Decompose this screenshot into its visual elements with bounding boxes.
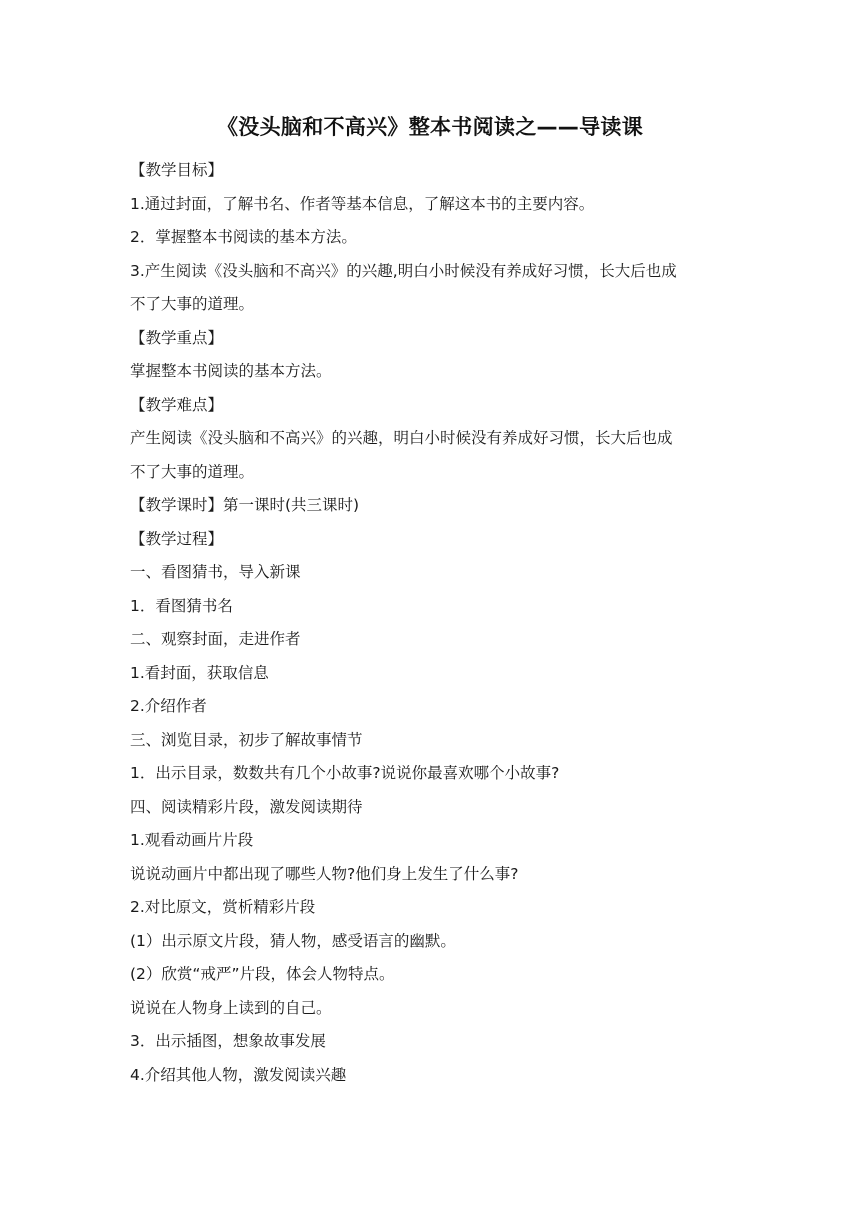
goal-item-3: 3.产生阅读《没头脑和不高兴》的兴趣,明白小时候没有养成好习惯，长大后也成 bbox=[130, 261, 677, 280]
process-step-2-item-1: 1.看封面，获取信息 bbox=[130, 663, 269, 682]
key-points-text: 掌握整本书阅读的基本方法。 bbox=[130, 362, 332, 380]
process-step-4: 四、阅读精彩片段，激发阅读期待 bbox=[130, 797, 363, 816]
process-step-4-item-3: 3．出示插图，想象故事发展 bbox=[130, 1032, 326, 1050]
goal-item-1: 1.通过封面，了解书名、作者等基本信息，了解这本书的主要内容。 bbox=[130, 194, 595, 213]
section-heading-teaching-process: 【教学过程】 bbox=[130, 529, 224, 548]
process-step-1-item-1: 1．看图猜书名 bbox=[130, 596, 233, 615]
process-step-4-reflection: 说说在人物身上读到的自己。 bbox=[130, 998, 332, 1017]
difficulties-text: 产生阅读《没头脑和不高兴》的兴趣，明白小时候没有养成好习惯，长大后也成 bbox=[130, 429, 673, 447]
process-step-4-item-2: 2.对比原文，赏析精彩片段 bbox=[130, 898, 316, 916]
goal-item-3-continued: 不了大事的道理。 bbox=[130, 295, 255, 313]
section-heading-difficulties: 【教学难点】 bbox=[130, 395, 224, 414]
process-step-3-item-1: 1．出示目录，数数共有几个小故事?说说你最喜欢哪个小故事? bbox=[130, 764, 560, 782]
document-title: 《没头脑和不高兴》整本书阅读之——导读课 bbox=[217, 115, 643, 139]
process-step-4-item-4: 4.介绍其他人物，激发阅读兴趣 bbox=[130, 1065, 347, 1084]
process-step-4-item-1: 1.观看动画片片段 bbox=[130, 831, 254, 849]
process-step-4-question: 说说动画片中都出现了哪些人物?他们身上发生了什么事? bbox=[130, 864, 519, 883]
process-step-2: 二、观察封面，走进作者 bbox=[130, 630, 301, 648]
difficulties-text-continued: 不了大事的道理。 bbox=[130, 462, 255, 481]
process-step-2-item-2: 2.介绍作者 bbox=[130, 697, 207, 715]
process-step-4-subitem-2: (2）欣赏“戒严”片段，体会人物特点。 bbox=[130, 965, 395, 983]
process-step-1: 一、看图猜书，导入新课 bbox=[130, 563, 301, 581]
section-heading-lesson-hours: 【教学课时】第一课时(共三课时) bbox=[130, 496, 360, 514]
goal-item-2: 2．掌握整本书阅读的基本方法。 bbox=[130, 228, 357, 246]
process-step-3: 三、浏览目录，初步了解故事情节 bbox=[130, 730, 363, 749]
section-heading-teaching-goals: 【教学目标】 bbox=[130, 161, 224, 179]
process-step-4-subitem-1: (1）出示原文片段，猜人物，感受语言的幽默。 bbox=[130, 931, 456, 950]
section-heading-key-points: 【教学重点】 bbox=[130, 328, 224, 347]
document-body bbox=[130, 154, 734, 1092]
